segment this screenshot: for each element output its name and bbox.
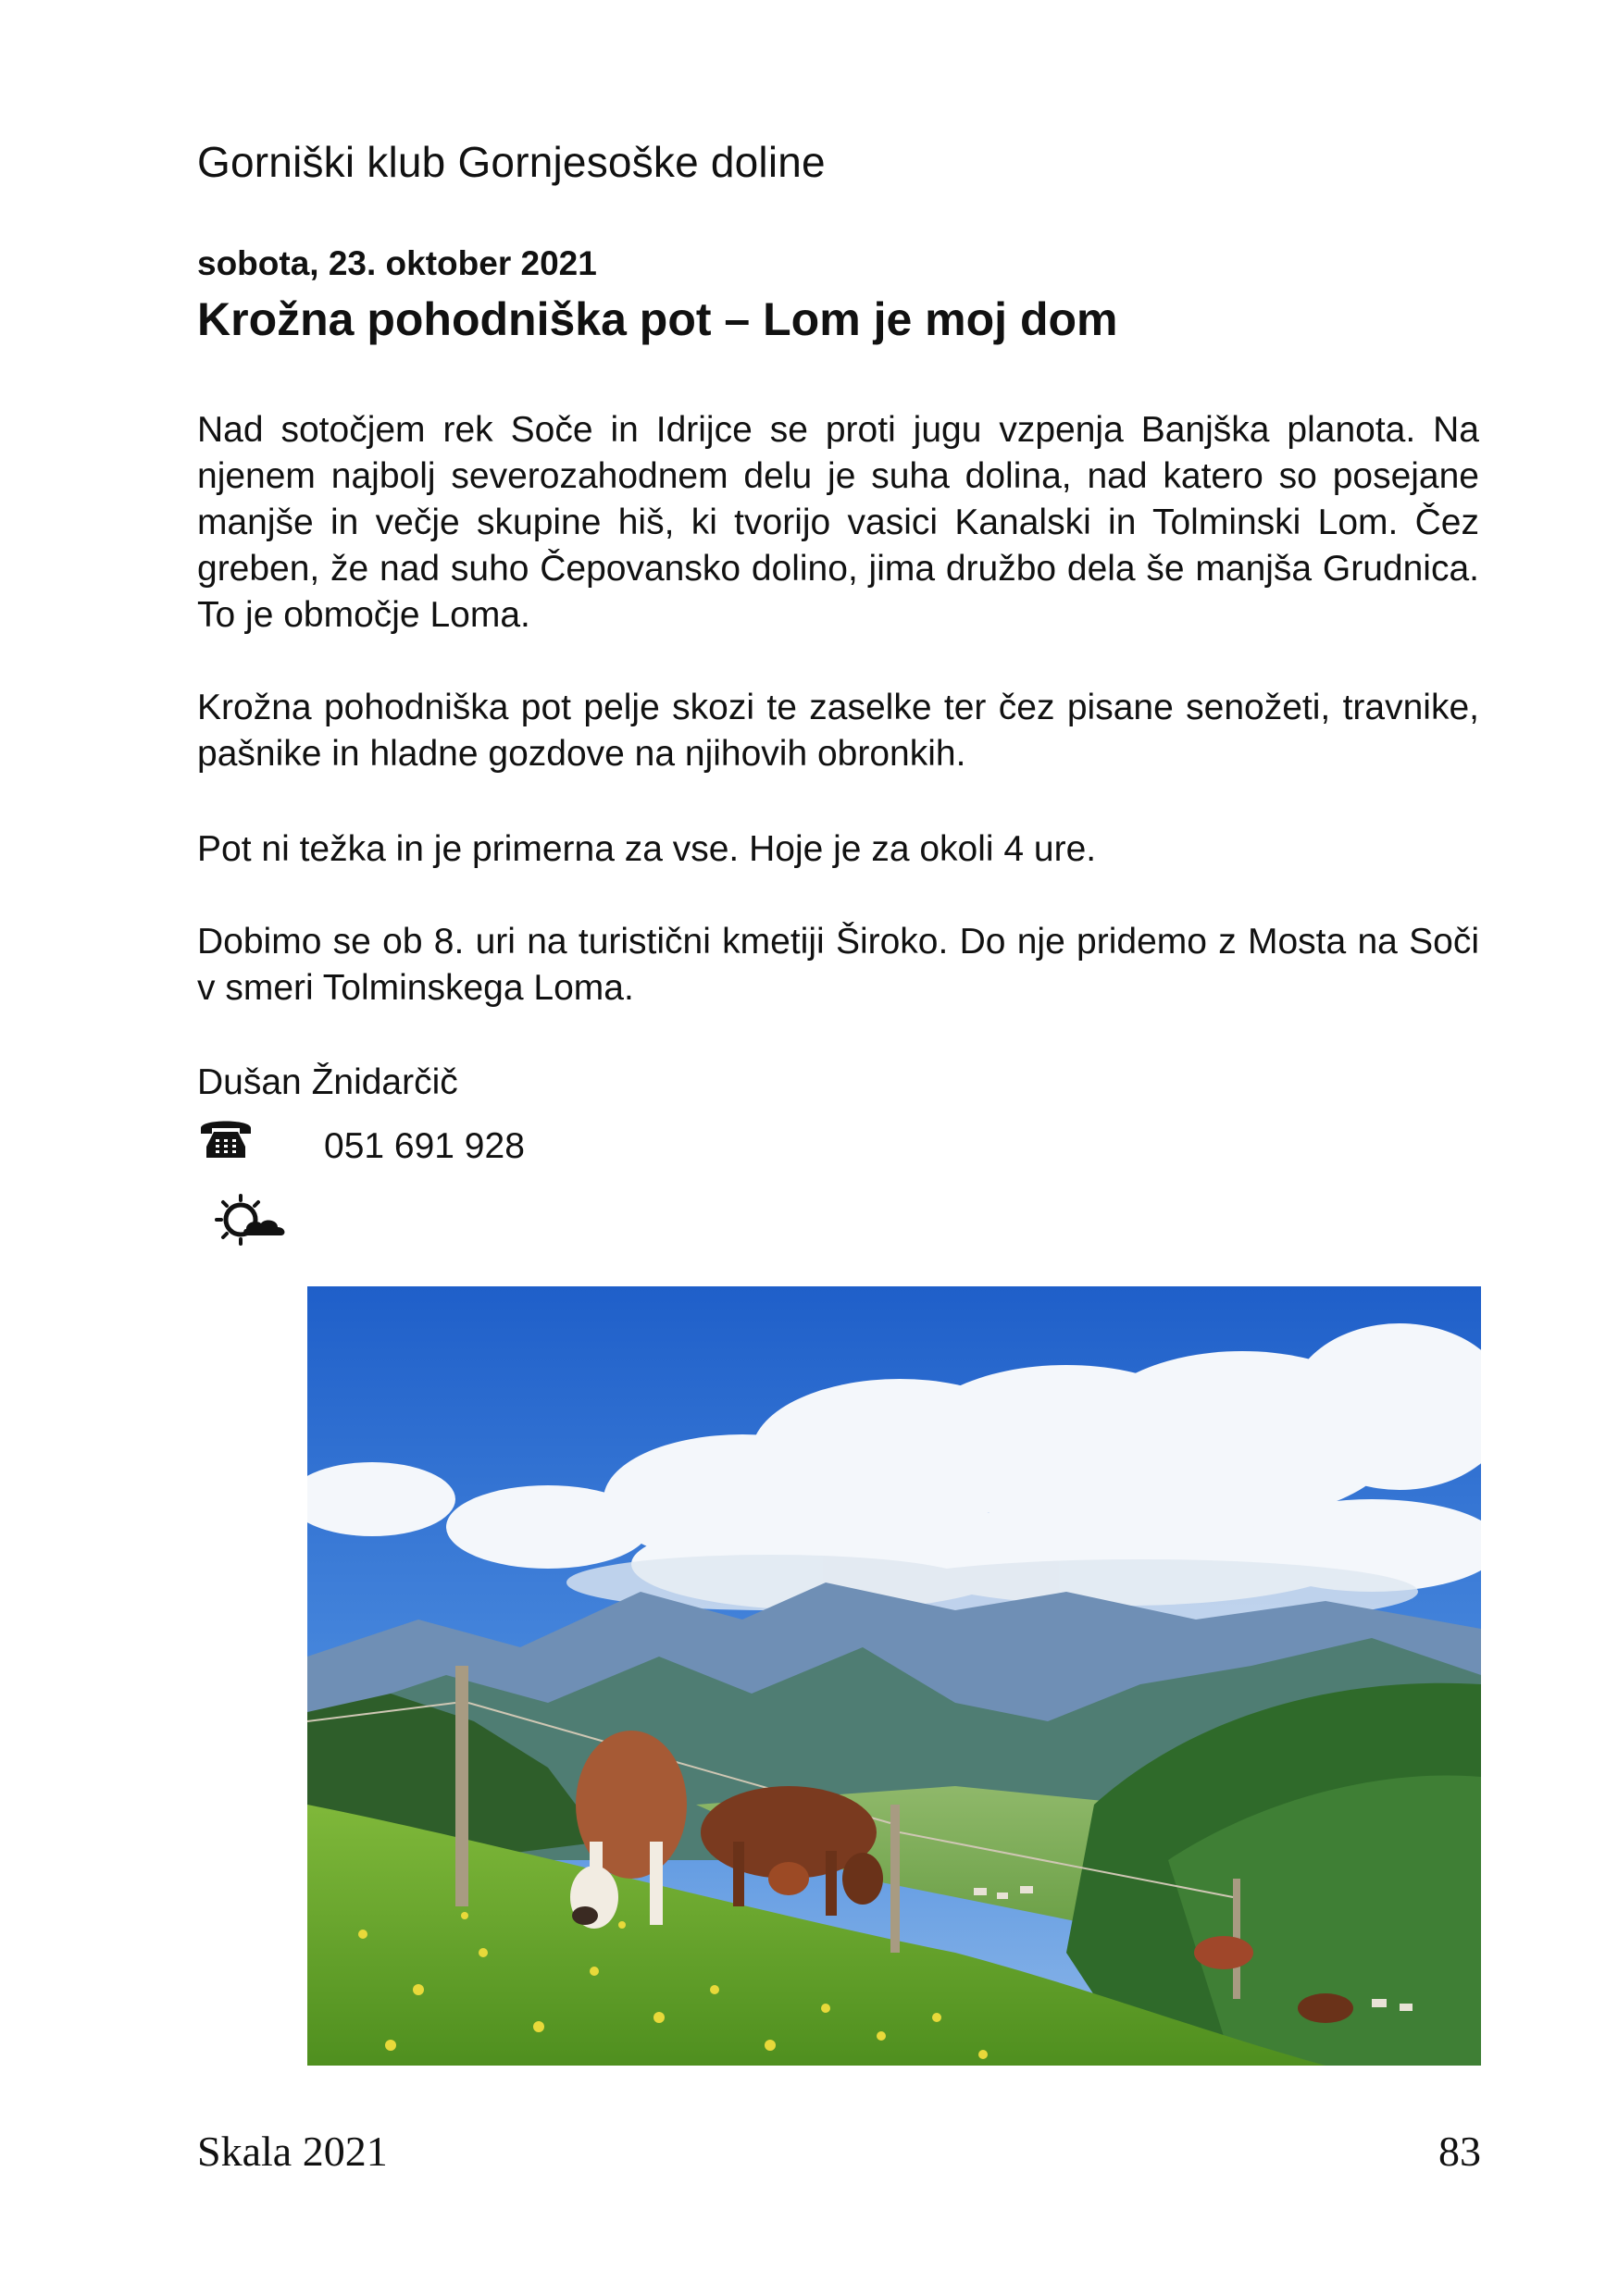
phone-number: 051 691 928 [324, 1126, 525, 1166]
event-title: Krožna pohodniška pot – Lom je moj dom [197, 293, 1118, 345]
page-number: 83 [1438, 2128, 1481, 2175]
landscape-photo [307, 1286, 1481, 2066]
leader-name: Dušan Žnidarčič [197, 1062, 458, 1102]
paragraph-route: Krožna pohodniška pot pelje skozi te zaselke ter čez pisane senožeti, travnike, pašnike in hladne gozdove na njihovih obronkih. [197, 688, 1479, 774]
paragraph-intro: Nad sotočjem rek Soče in Idrijce se proti jugu vzpenja Banjška planota. Na njenem najbolj severozahodnem delu je suha dolina, nad katero so posejane manjše in večje skupine hiš, ki tvorijo vasici Kanalski in Tolminski Lom. Čez greben, že nad suho Čepovansko dolino, jima družbo dela še manjša Grudnica. To je območje Loma. [197, 410, 1479, 635]
telephone-icon [197, 1115, 255, 1161]
club-name: Gorniški klub Gornjesoške doline [197, 138, 826, 186]
publication-name: Skala 2021 [197, 2128, 388, 2175]
paragraph-meeting: Dobimo se ob 8. uri na turistični kmetiji Široko. Do nje pridemo z Mosta na Soči v smeri Tolminskega Loma. [197, 922, 1479, 1008]
paragraph-difficulty: Pot ni težka in je primerna za vse. Hoje je za okoli 4 ure. [197, 829, 1097, 869]
sun-cloud-icon [213, 1192, 289, 1247]
event-date: sobota, 23. oktober 2021 [197, 244, 597, 282]
